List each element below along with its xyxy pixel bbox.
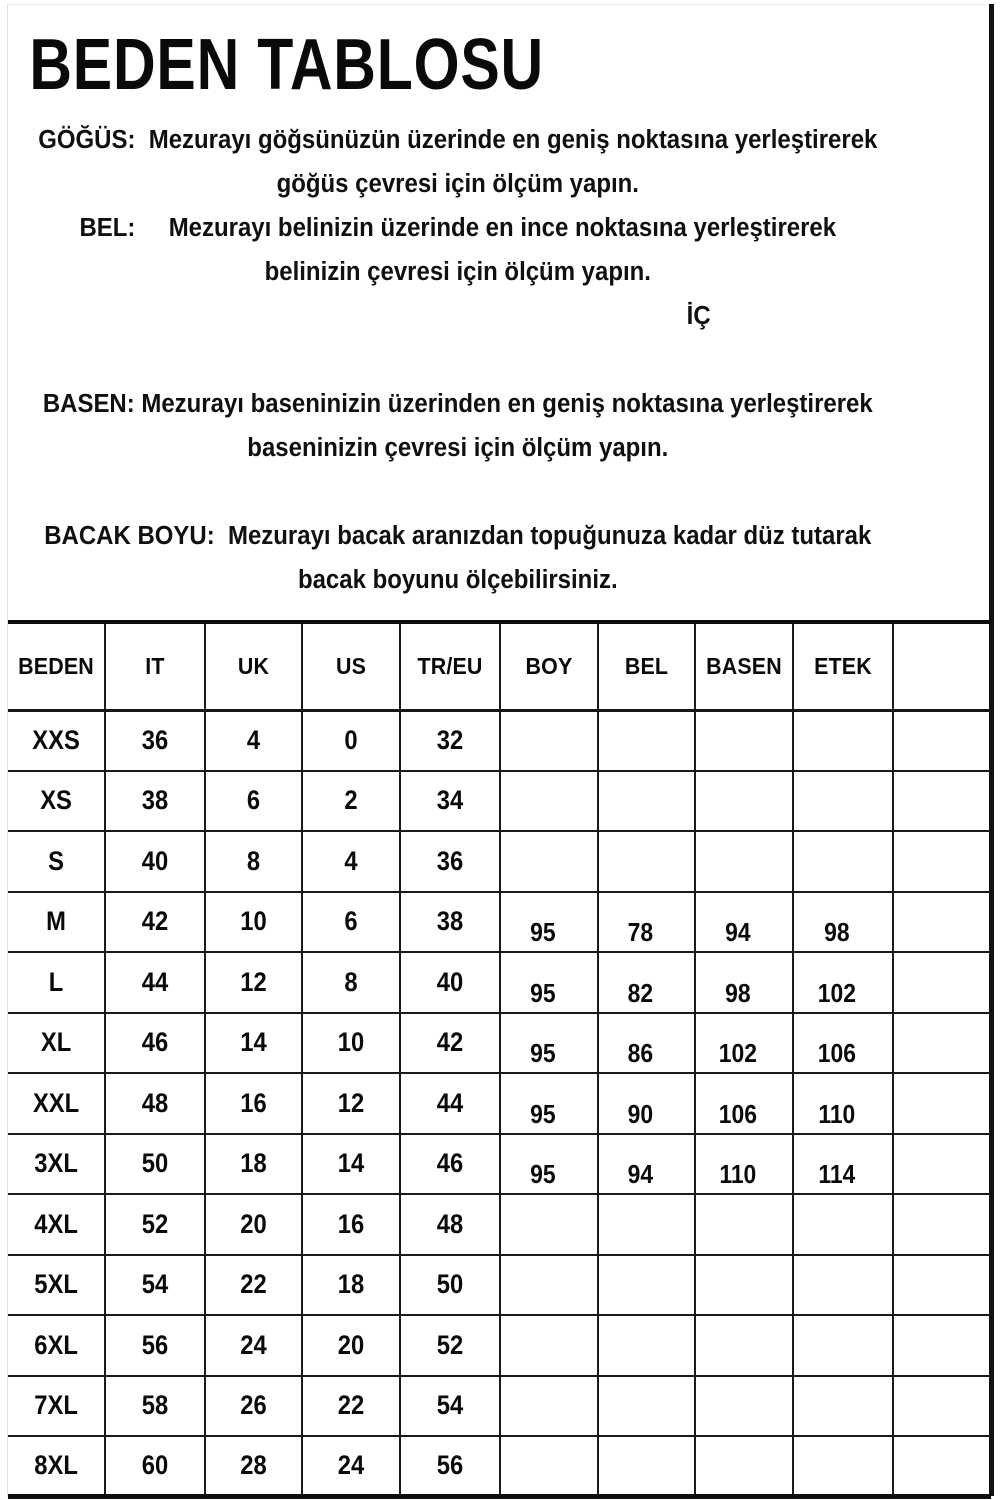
cell-uk: 24	[211, 1315, 296, 1376]
cell-treu: 50	[406, 1255, 494, 1316]
table-row	[8, 1436, 991, 1497]
cell-blank	[893, 1013, 991, 1074]
cell-bel	[598, 831, 695, 892]
cell-basen: 98	[695, 963, 781, 1024]
cell-boy	[500, 771, 598, 832]
cell-etek	[793, 771, 893, 832]
instruction-gogus: GÖĞÜS: Mezurayı göğsünüzün üzerinde en geniş noktasına yerleştirerek göğüs çevresi için ölçüm yapın.	[38, 126, 885, 198]
cell-basen	[695, 771, 793, 832]
column-header-us: US	[305, 622, 396, 710]
cell-bel: 90	[598, 1084, 683, 1145]
cell-uk: 28	[211, 1436, 296, 1497]
cell-bel: 86	[598, 1024, 683, 1085]
cell-us: 8	[308, 952, 394, 1013]
cell-bel	[598, 1376, 695, 1437]
cell-us: 0	[308, 710, 394, 771]
cell-basen: 94	[695, 903, 781, 964]
cell-it: 58	[111, 1376, 199, 1437]
cell-uk: 18	[211, 1134, 296, 1195]
instruction-basen-text: BASEN: Mezurayı baseninizin üzerinden en geniş noktasına yerleştirerek baseninizin çevresi için ölçüm yapın.	[42, 390, 880, 462]
cell-boy	[500, 710, 598, 771]
cell-uk: 8	[211, 831, 296, 892]
cell-bel	[598, 771, 695, 832]
cell-etek: 102	[793, 963, 881, 1024]
cell-boy	[500, 831, 598, 892]
cell-treu: 40	[406, 952, 494, 1013]
cell-treu: 52	[406, 1315, 494, 1376]
cell-beden: XXS	[14, 710, 99, 771]
cell-us: 12	[308, 1073, 394, 1134]
cell-treu: 56	[406, 1436, 494, 1497]
cell-blank	[893, 710, 991, 771]
cell-etek: 110	[793, 1084, 881, 1145]
cell-blank	[893, 1436, 991, 1497]
cell-basen	[695, 1436, 793, 1497]
cell-uk: 10	[211, 892, 296, 953]
cell-bel: 82	[598, 963, 683, 1024]
cell-beden: XXL	[14, 1073, 99, 1134]
cell-boy: 95	[500, 1145, 586, 1206]
cell-beden: M	[14, 892, 99, 953]
cell-etek	[793, 1315, 893, 1376]
cell-us: 18	[308, 1255, 394, 1316]
page-title: BEDEN TABLOSU	[29, 25, 545, 105]
cell-us: 10	[308, 1013, 394, 1074]
cell-treu: 34	[406, 771, 494, 832]
cell-beden: 6XL	[14, 1315, 99, 1376]
cell-blank	[893, 771, 991, 832]
instructions-block	[8, 0, 983, 618]
cell-beden: XS	[14, 771, 99, 832]
cell-beden: S	[14, 831, 99, 892]
cell-etek	[793, 1255, 893, 1316]
cell-it: 48	[111, 1073, 199, 1134]
cell-uk: 22	[211, 1255, 296, 1316]
cell-uk: 16	[211, 1073, 296, 1134]
column-header-boy: BOY	[503, 622, 594, 710]
cell-beden: 5XL	[14, 1255, 99, 1316]
column-header-etek: ETEK	[797, 622, 890, 710]
cell-beden: 7XL	[14, 1376, 99, 1437]
cell-boy: 95	[500, 1084, 586, 1145]
cell-treu: 42	[406, 1013, 494, 1074]
cell-basen: 102	[695, 1024, 781, 1085]
cell-uk: 20	[211, 1194, 296, 1255]
cell-boy	[500, 1315, 598, 1376]
cell-treu: 32	[406, 710, 494, 771]
cell-basen: 106	[695, 1084, 781, 1145]
column-header-basen: BASEN	[698, 622, 789, 710]
cell-etek: 98	[793, 903, 881, 964]
cell-it: 42	[111, 892, 199, 953]
table-row	[8, 710, 991, 771]
measurement-instructions	[8, 104, 925, 602]
cell-beden: 4XL	[14, 1194, 99, 1255]
size-table-body	[8, 710, 991, 1497]
table-row	[8, 1376, 991, 1437]
cell-it: 54	[111, 1255, 199, 1316]
column-header-uk: UK	[208, 622, 298, 710]
cell-basen	[695, 831, 793, 892]
cell-us: 14	[308, 1134, 394, 1195]
cell-it: 46	[111, 1013, 199, 1074]
cell-blank	[893, 1376, 991, 1437]
cell-us: 2	[308, 771, 394, 832]
size-table-header	[8, 622, 991, 710]
table-row	[8, 771, 991, 832]
instruction-bacak-boyu: BACAK BOYU: Mezurayı bacak aranızdan topuğunuza kadar düz tutarak bacak boyunu ölçebilirsiniz.	[44, 522, 879, 594]
column-header-bel: BEL	[601, 622, 691, 710]
size-table-container	[8, 620, 991, 1499]
cell-etek	[793, 710, 893, 771]
cell-etek	[793, 831, 893, 892]
column-header-it: IT	[109, 622, 202, 710]
cell-it: 36	[111, 710, 199, 771]
cell-us: 24	[308, 1436, 394, 1497]
column-header-beden: BEDEN	[11, 622, 101, 710]
cell-treu: 46	[406, 1134, 494, 1195]
table-row	[8, 1255, 991, 1316]
cell-blank	[893, 1134, 991, 1195]
cell-basen: 110	[695, 1145, 781, 1206]
cell-beden: L	[14, 952, 99, 1013]
cell-blank	[893, 1073, 991, 1134]
table-row	[8, 831, 991, 892]
cell-basen	[695, 1376, 793, 1437]
cell-boy: 95	[500, 963, 586, 1024]
cell-etek	[793, 1376, 893, 1437]
cell-boy	[500, 1376, 598, 1437]
cell-us: 4	[308, 831, 394, 892]
instruction-ic-label: İÇ	[686, 302, 711, 330]
cell-etek: 106	[793, 1024, 881, 1085]
cell-basen	[695, 1315, 793, 1376]
cell-it: 56	[111, 1315, 199, 1376]
cell-bel	[598, 1436, 695, 1497]
cell-blank	[893, 1255, 991, 1316]
cell-etek: 114	[793, 1145, 881, 1206]
cell-us: 6	[308, 892, 394, 953]
cell-boy: 95	[500, 1024, 586, 1085]
cell-uk: 12	[211, 952, 296, 1013]
cell-blank	[893, 1315, 991, 1376]
cell-treu: 36	[406, 831, 494, 892]
cell-it: 60	[111, 1436, 199, 1497]
instruction-bel: BEL: Mezurayı belinizin üzerinde en ince noktasına yerleştirerek belinizin çevresi için ölçüm yapın.	[79, 214, 843, 286]
cell-blank	[893, 952, 991, 1013]
cell-it: 44	[111, 952, 199, 1013]
cell-treu: 48	[406, 1194, 494, 1255]
size-table	[8, 620, 991, 1499]
cell-boy: 95	[500, 903, 586, 964]
table-row	[8, 892, 991, 953]
instruction-basen	[29, 294, 887, 514]
cell-bel: 94	[598, 1145, 683, 1206]
cell-blank	[893, 892, 991, 953]
cell-uk: 4	[211, 710, 296, 771]
column-header-treu: TR/EU	[404, 622, 497, 710]
cell-us: 22	[308, 1376, 394, 1437]
cell-bel	[598, 1315, 695, 1376]
column-header-blank	[896, 622, 987, 710]
cell-it: 38	[111, 771, 199, 832]
cell-beden: XL	[14, 1013, 99, 1074]
cell-blank	[893, 1194, 991, 1255]
cell-uk: 6	[211, 771, 296, 832]
cell-treu: 54	[406, 1376, 494, 1437]
cell-beden: 3XL	[14, 1134, 99, 1195]
cell-us: 16	[308, 1194, 394, 1255]
cell-blank	[893, 831, 991, 892]
cell-it: 40	[111, 831, 199, 892]
cell-it: 52	[111, 1194, 199, 1255]
cell-basen	[695, 710, 793, 771]
cell-treu: 38	[406, 892, 494, 953]
cell-us: 20	[308, 1315, 394, 1376]
table-header-row	[8, 622, 991, 710]
cell-boy	[500, 1436, 598, 1497]
cell-treu: 44	[406, 1073, 494, 1134]
cell-uk: 26	[211, 1376, 296, 1437]
table-row	[8, 1315, 991, 1376]
cell-basen	[695, 1255, 793, 1316]
cell-beden: 8XL	[14, 1436, 99, 1497]
cell-boy	[500, 1255, 598, 1316]
cell-bel: 78	[598, 903, 683, 964]
cell-it: 50	[111, 1134, 199, 1195]
cell-bel	[598, 1255, 695, 1316]
cell-uk: 14	[211, 1013, 296, 1074]
cell-etek	[793, 1436, 893, 1497]
cell-bel	[598, 710, 695, 771]
